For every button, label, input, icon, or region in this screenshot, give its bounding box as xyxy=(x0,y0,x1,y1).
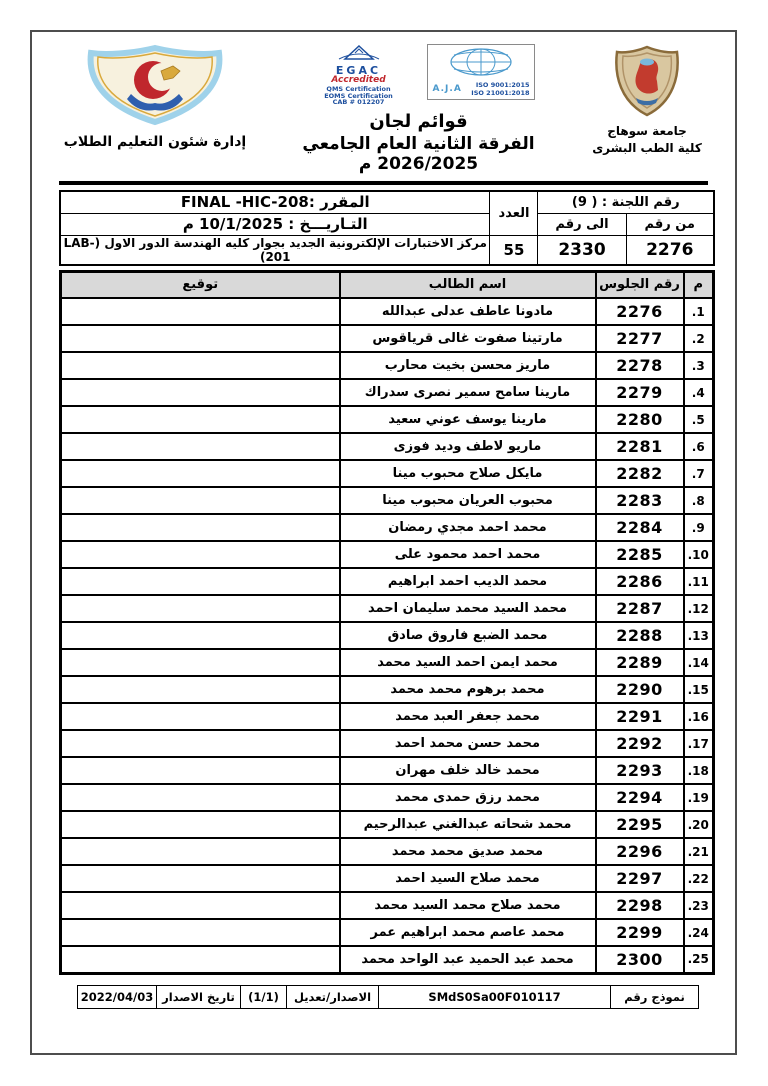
form-footer-table xyxy=(77,985,699,1009)
issue-date-value: 2022/04/03 xyxy=(78,985,157,1008)
row-number: 15. xyxy=(684,676,714,703)
department-block xyxy=(50,44,260,174)
student-name: ماريز محسن بخيت محارب xyxy=(340,352,596,379)
signature-cell xyxy=(61,406,340,433)
table-row xyxy=(61,325,714,352)
student-name: محبوب العريان محبوب مينا xyxy=(340,487,596,514)
row-number: 16. xyxy=(684,703,714,730)
seat-number: 2285 xyxy=(596,541,684,568)
table-row xyxy=(61,946,714,973)
signature-cell xyxy=(61,892,340,919)
student-name: محمد رزق حمدى محمد xyxy=(340,784,596,811)
student-name: مارتينا صفوت غالى قرياقوس xyxy=(340,325,596,352)
egac-accredited-label: Accredited xyxy=(331,75,386,86)
exam-date-line: التـاريـــخ : 10/1/2025 م xyxy=(60,213,490,235)
egac-pyramid-icon xyxy=(333,46,385,65)
form-number-label: نموذج رقم xyxy=(611,985,699,1008)
student-name: محمد خالد خلف مهران xyxy=(340,757,596,784)
header-divider xyxy=(59,181,708,185)
table-row xyxy=(61,460,714,487)
page-header xyxy=(32,32,735,174)
table-row xyxy=(61,703,714,730)
table-row xyxy=(61,649,714,676)
signature-cell xyxy=(61,541,340,568)
seat-number: 2295 xyxy=(596,811,684,838)
seat-number: 2283 xyxy=(596,487,684,514)
table-row xyxy=(61,514,714,541)
student-name: محمد صلاح محمد السيد محمد xyxy=(340,892,596,919)
student-name: محمد عبد الحميد عبد الواحد محمد xyxy=(340,946,596,973)
egac-logo xyxy=(303,44,415,106)
seat-number: 2298 xyxy=(596,892,684,919)
seat-number: 2290 xyxy=(596,676,684,703)
student-name: محمد الديب احمد ابراهيم xyxy=(340,568,596,595)
seat-number: 2282 xyxy=(596,460,684,487)
egac-cert-line3: CAB # 012207 xyxy=(332,98,385,107)
row-number: 25. xyxy=(684,946,714,973)
signature-cell xyxy=(61,811,340,838)
seat-number: 2284 xyxy=(596,514,684,541)
row-number: 12. xyxy=(684,595,714,622)
signature-cell xyxy=(61,352,340,379)
signature-cell xyxy=(61,298,340,325)
signature-cell xyxy=(61,595,340,622)
issue-value: (1/1) xyxy=(241,985,287,1008)
table-row xyxy=(61,730,714,757)
department-name: إدارة شئون التعليم الطلاب xyxy=(63,134,247,150)
row-number: 7. xyxy=(684,460,714,487)
issue-date-label: تاريخ الاصدار xyxy=(157,985,241,1008)
col-header-number: م xyxy=(684,271,714,298)
signature-cell xyxy=(61,649,340,676)
row-number: 20. xyxy=(684,811,714,838)
student-name: مارينا سامح سمير نصرى سدراك xyxy=(340,379,596,406)
students-table xyxy=(59,270,715,975)
signature-cell xyxy=(61,946,340,973)
student-name: ماريو لاطف وديد فوزى xyxy=(340,433,596,460)
accreditation-logos xyxy=(260,44,577,106)
seat-number: 2278 xyxy=(596,352,684,379)
university-block xyxy=(577,44,717,174)
table-row xyxy=(61,622,714,649)
student-name: محمد ايمن احمد السيد محمد xyxy=(340,649,596,676)
seat-number: 2280 xyxy=(596,406,684,433)
aja-name: A.J.A xyxy=(432,84,462,95)
table-row xyxy=(61,784,714,811)
to-number-label: الى رقم xyxy=(538,213,626,235)
student-name: محمد احمد محمود على xyxy=(340,541,596,568)
student-name: مادونا عاطف عدلى عبدالله xyxy=(340,298,596,325)
table-row xyxy=(61,811,714,838)
seat-number: 2300 xyxy=(596,946,684,973)
university-name: جامعة سوهاج xyxy=(607,124,687,138)
table-row xyxy=(61,595,714,622)
table-row xyxy=(61,757,714,784)
table-row xyxy=(61,433,714,460)
signature-cell xyxy=(61,379,340,406)
seat-number: 2297 xyxy=(596,865,684,892)
seat-number: 2281 xyxy=(596,433,684,460)
row-number: 14. xyxy=(684,649,714,676)
signature-cell xyxy=(61,730,340,757)
header-center xyxy=(260,44,577,174)
table-row xyxy=(61,676,714,703)
signature-cell xyxy=(61,865,340,892)
row-number: 10. xyxy=(684,541,714,568)
seat-number: 2296 xyxy=(596,838,684,865)
aja-globe-icon xyxy=(431,62,531,81)
row-number: 11. xyxy=(684,568,714,595)
course-line: المقرر :FINAL -HIC-208 xyxy=(60,191,490,213)
row-number: 1. xyxy=(684,298,714,325)
row-number: 3. xyxy=(684,352,714,379)
student-name: محمد حسن محمد احمد xyxy=(340,730,596,757)
signature-cell xyxy=(61,433,340,460)
student-name: محمد برهوم محمد محمد xyxy=(340,676,596,703)
count-label: العدد xyxy=(490,191,538,235)
seat-number: 2299 xyxy=(596,919,684,946)
row-number: 8. xyxy=(684,487,714,514)
count-value: 55 xyxy=(490,235,538,265)
student-name: محمد عاصم محمد ابراهيم عمر xyxy=(340,919,596,946)
row-number: 24. xyxy=(684,919,714,946)
issue-label: الاصدار/تعديل xyxy=(287,985,379,1008)
row-number: 2. xyxy=(684,325,714,352)
row-number: 22. xyxy=(684,865,714,892)
aja-iso2: ISO 21001:2018 xyxy=(471,89,530,98)
signature-cell xyxy=(61,514,340,541)
form-number-value: SMdS0Sa00F010117 xyxy=(379,985,611,1008)
students-tbody xyxy=(61,298,714,973)
table-row xyxy=(61,865,714,892)
aja-logo xyxy=(427,44,535,100)
table-row xyxy=(61,379,714,406)
table-row xyxy=(61,892,714,919)
signature-cell xyxy=(61,757,340,784)
table-row xyxy=(61,298,714,325)
seat-number: 2276 xyxy=(596,298,684,325)
seat-number: 2289 xyxy=(596,649,684,676)
students-table-header xyxy=(61,271,714,298)
egac-name: EGAC xyxy=(335,63,382,77)
committee-number: رقم اللجنة : ( 9) xyxy=(538,191,714,213)
table-row xyxy=(61,919,714,946)
seat-number: 2286 xyxy=(596,568,684,595)
signature-cell xyxy=(61,703,340,730)
seat-number: 2292 xyxy=(596,730,684,757)
signature-cell xyxy=(61,784,340,811)
page-title: قوائم لجان xyxy=(369,111,468,133)
table-row xyxy=(61,568,714,595)
student-name: محمد صلاح السيد احمد xyxy=(340,865,596,892)
row-number: 6. xyxy=(684,433,714,460)
page-subtitle: الفرقة الثانية العام الجامعي 2026/2025 م xyxy=(302,134,535,175)
row-number: 13. xyxy=(684,622,714,649)
faculty-name: كلية الطب البشرى xyxy=(592,141,702,155)
signature-cell xyxy=(61,568,340,595)
row-number: 17. xyxy=(684,730,714,757)
seat-number: 2277 xyxy=(596,325,684,352)
student-name: مارينا يوسف عوني سعيد xyxy=(340,406,596,433)
col-header-signature: توقيع xyxy=(61,271,340,298)
from-number-label: من رقم xyxy=(626,213,714,235)
signature-cell xyxy=(61,676,340,703)
row-number: 4. xyxy=(684,379,714,406)
egac-cert-line2: EOMS Certification xyxy=(324,91,393,100)
table-row xyxy=(61,838,714,865)
aja-iso1: ISO 9001:2015 xyxy=(475,81,530,89)
page-frame xyxy=(30,30,737,1055)
table-row xyxy=(61,352,714,379)
student-name: مايكل صلاح محبوب مينا xyxy=(340,460,596,487)
row-number: 21. xyxy=(684,838,714,865)
student-name: محمد احمد مجدي رمضان xyxy=(340,514,596,541)
table-row xyxy=(61,406,714,433)
table-row xyxy=(61,487,714,514)
student-name: محمد صديق محمد محمد xyxy=(340,838,596,865)
student-name: محمد السيد محمد سليمان احمد xyxy=(340,595,596,622)
row-number: 19. xyxy=(684,784,714,811)
seat-number: 2291 xyxy=(596,703,684,730)
student-name: محمد الضبع فاروق صادق xyxy=(340,622,596,649)
row-number: 9. xyxy=(684,514,714,541)
row-number: 5. xyxy=(684,406,714,433)
signature-cell xyxy=(61,325,340,352)
signature-cell xyxy=(61,919,340,946)
row-number: 18. xyxy=(684,757,714,784)
col-header-name: اسم الطالب xyxy=(340,271,596,298)
seat-number: 2294 xyxy=(596,784,684,811)
signature-cell xyxy=(61,460,340,487)
signature-cell xyxy=(61,622,340,649)
exam-location-line: مركز الاختبارات الإلكترونية الجديد بجوار كليه الهندسة الدور الاول (LAB-201) xyxy=(60,235,490,265)
signature-cell xyxy=(61,838,340,865)
seat-number: 2279 xyxy=(596,379,684,406)
table-row xyxy=(61,541,714,568)
committee-info-table xyxy=(59,190,715,266)
from-number-value: 2276 xyxy=(626,235,714,265)
university-logo-icon xyxy=(611,103,683,122)
signature-cell xyxy=(61,487,340,514)
egac-cert-line1: QMS Certification xyxy=(326,84,391,93)
row-number: 23. xyxy=(684,892,714,919)
seat-number: 2288 xyxy=(596,622,684,649)
student-name: محمد جعفر العبد محمد xyxy=(340,703,596,730)
col-header-seat: رقم الجلوس xyxy=(596,271,684,298)
to-number-value: 2330 xyxy=(538,235,626,265)
seat-number: 2293 xyxy=(596,757,684,784)
department-logo-icon xyxy=(81,111,229,130)
seat-number: 2287 xyxy=(596,595,684,622)
student-name: محمد شحاته عبدالغني عبدالرحيم xyxy=(340,811,596,838)
